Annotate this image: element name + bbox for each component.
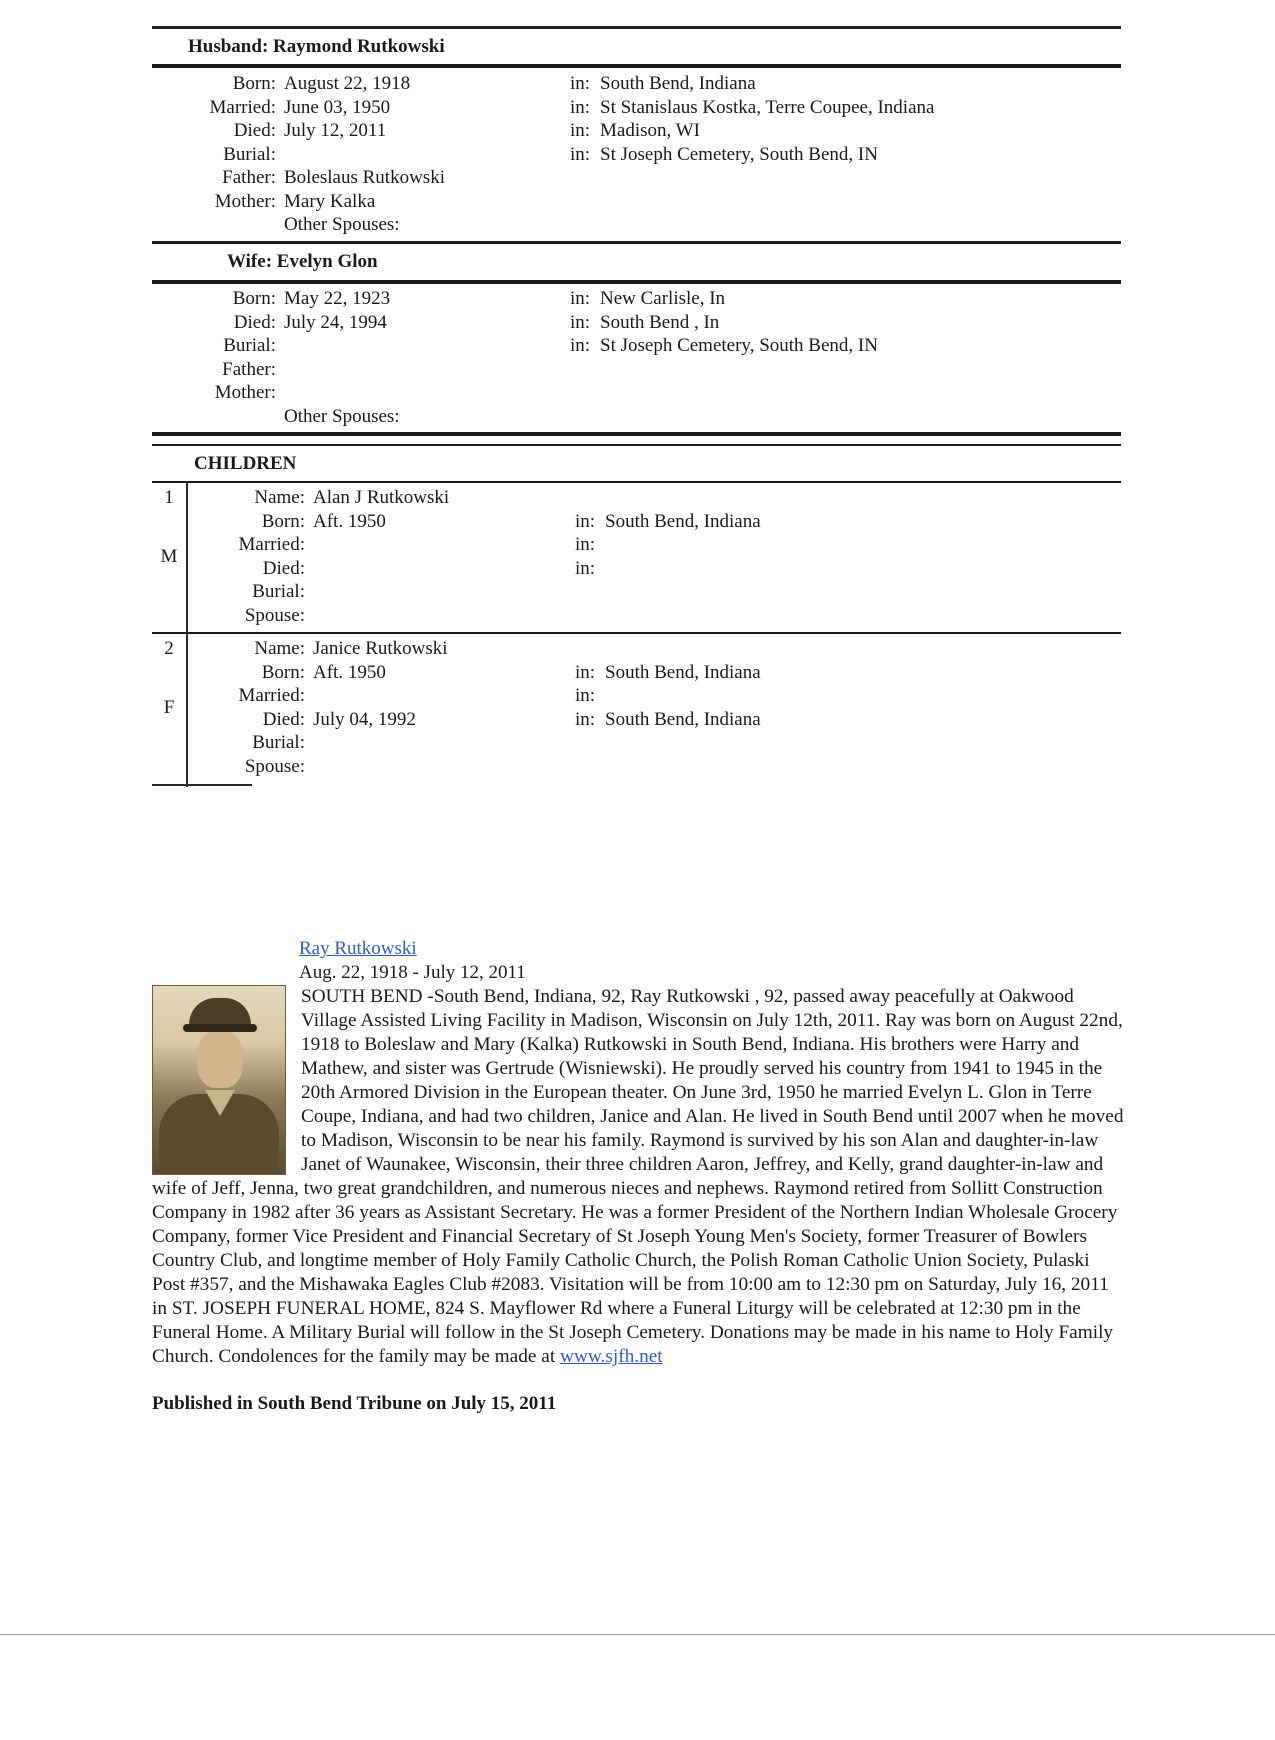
- husband-detail-place: St Stanislaus Kostka, Terre Coupee, Indiana: [600, 96, 935, 118]
- wife-detail-label: Burial:: [223, 335, 276, 356]
- husband-heading: [188, 35, 445, 59]
- child-detail-label: Died:: [262, 557, 305, 579]
- husband-detail-value: August 22, 1918: [284, 73, 411, 94]
- child-detail-place: South Bend, Indiana: [605, 510, 761, 532]
- husband-detail-in-label: in:: [570, 96, 591, 118]
- child-detail-label: Died:: [262, 708, 305, 730]
- wife-detail-place: New Carlisle, In: [600, 288, 726, 309]
- child-detail-in-label: in:: [575, 708, 596, 730]
- husband-detail-place: Madison, WI: [600, 120, 700, 141]
- child-detail-in-label: in:: [575, 510, 596, 532]
- wife-detail-in-label: in:: [570, 311, 591, 333]
- wife-detail-label: Father:: [222, 358, 276, 380]
- wife-name: Evelyn Glon: [276, 251, 378, 272]
- wife-heading: [227, 250, 378, 274]
- wife-detail-place: South Bend , In: [600, 311, 720, 333]
- husband-detail-value: June 03, 1950: [284, 96, 391, 118]
- child-detail-label: Name:: [254, 638, 305, 659]
- husband-detail-value: Mary Kalka: [284, 190, 376, 212]
- husband-detail-in-label: in:: [570, 73, 591, 94]
- husband-name: Raymond Rutkowski: [273, 36, 445, 57]
- child-detail-label: Married:: [238, 685, 305, 706]
- child-detail-value: Aft. 1950: [313, 510, 386, 532]
- husband-detail-label: Burial:: [223, 143, 276, 165]
- husband-detail-place: St Joseph Cemetery, South Bend, IN: [600, 143, 878, 165]
- child-detail-place: South Bend, Indiana: [605, 708, 761, 730]
- child-number: 1: [164, 487, 174, 508]
- published-note: Published in South Bend Tribune on July 15, 2011: [152, 1393, 557, 1414]
- child-detail-value: July 04, 1992: [313, 708, 416, 730]
- child-sex: F: [163, 697, 175, 718]
- child-detail-value: Aft. 1950: [313, 661, 386, 683]
- child-number: 2: [164, 638, 174, 659]
- husband-detail-label: Father:: [222, 167, 276, 188]
- children-heading: CHILDREN: [194, 453, 297, 474]
- children-bottom-rule: [152, 784, 252, 786]
- husband-detail-label: Married:: [209, 96, 276, 118]
- husband-other-spouses: Other Spouses:: [284, 214, 400, 235]
- husband-detail-value: July 12, 2011: [284, 120, 387, 141]
- husband-detail-in-label: in:: [570, 143, 591, 165]
- child-detail-label: Spouse:: [244, 604, 305, 626]
- child-detail-in-label: in:: [575, 534, 596, 555]
- obituary-text: SOUTH BEND -South Bend, Indiana, 92, Ray Rutkowski , 92, passed away peacefully at Oakwood Village Assisted Living Facility in Madison, Wisconsin on July 12th, 2011. Ray was born on August 22nd, 1918 to Boleslaw and Mary (Kalka) Rutkowski in South Bend, Indiana. His brothers were Harry and Mathew, and sister was Gertrude (Wisniewski). He proudly served his country from 1941 to 1945 in the 20th Armored Division in the European theater. On June 3rd, 1950 he married Evelyn L. Glon in Terre Coupe, Indiana, and had two children, Janice and Alan. He lived in South Bend until 2007 when he moved to Madison, Wisconsin to be near his family. Raymond is survived by his son Alan and daughter-in-law Janet of Waunakee, Wisconsin, their three children Aaron, Jeffrey, and Kelly, grand daughter-in-law and wife of Jeff, Jenna, two great grandchildren, and numerous nieces and nephews. Raymond retired from Sollitt Construction Company in 1982 after 36 years as Assistant Secretary. He was a former President of the Northern Indian Wholesale Grocery Company, former Vice President and Financial Secretary of St Joseph Young Men's Society, former Treasurer of Bowlers Country Club, and longtime member of Holy Family Catholic Church, the Polish Roman Catholic Union Society, Pulaski Post #357, and the Mishawaka Eagles Club #2083. Visitation will be from 10:00 am to 12:30 pm on Saturday, July 16, 2011 in ST. JOSEPH FUNERAL HOME, 824 S. Mayflower Rd where a Funeral Liturgy will be celebrated at 12:30 pm in the Funeral Home. A Military Burial will follow in the St Joseph Cemetery. Donations may be made in his name to Holy Family Church. Condolences for the family may be made at: [152, 986, 1124, 1367]
- wife-detail-label: Died:: [233, 311, 276, 333]
- wife-bottom-rule: [152, 432, 1121, 436]
- husband-bottom-rule: [152, 241, 1121, 244]
- child-detail-in-label: in:: [575, 661, 596, 683]
- child-detail-label: Married:: [238, 534, 305, 555]
- child-detail-in-label: in:: [575, 685, 596, 706]
- child-detail-value: Janice Rutkowski: [313, 638, 448, 659]
- wife-detail-label: Mother:: [214, 382, 276, 403]
- page-bottom-rule: [0, 1634, 1275, 1635]
- husband-detail-in-label: in:: [570, 120, 591, 141]
- child-detail-label: Name:: [254, 487, 305, 508]
- child-detail-place: South Bend, Indiana: [605, 661, 761, 683]
- soldier-portrait-photo: [152, 985, 286, 1175]
- child-detail-value: Alan J Rutkowski: [313, 487, 450, 508]
- wife-bottom-rule-2: [152, 444, 1121, 446]
- children-heading-rule: [152, 481, 1121, 483]
- obituary-name-link[interactable]: Ray Rutkowski: [299, 938, 417, 959]
- child-detail-label: Burial:: [252, 581, 305, 602]
- husband-heading-label: Husband:: [188, 36, 269, 57]
- child-detail-label: Burial:: [252, 732, 305, 753]
- wife-detail-label: Born:: [232, 288, 276, 309]
- husband-detail-place: South Bend, Indiana: [600, 73, 756, 94]
- wife-detail-in-label: in:: [570, 288, 591, 309]
- child-sex: M: [160, 546, 178, 567]
- wife-detail-value: July 24, 1994: [284, 311, 387, 333]
- wife-detail-in-label: in:: [570, 335, 591, 356]
- child-detail-label: Spouse:: [244, 755, 305, 777]
- child-detail-in-label: in:: [575, 557, 596, 579]
- child-detail-label: Born:: [261, 661, 305, 683]
- obituary-body: [152, 985, 1127, 1369]
- husband-detail-label: Mother:: [214, 190, 276, 212]
- obituary-dates: Aug. 22, 1918 - July 12, 2011: [299, 962, 526, 983]
- wife-detail-place: St Joseph Cemetery, South Bend, IN: [600, 335, 878, 356]
- wife-heading-rule: [152, 280, 1121, 284]
- wife-heading-label: Wife:: [227, 251, 273, 272]
- husband-detail-label: Died:: [233, 120, 276, 141]
- wife-detail-value: May 22, 1923: [284, 288, 391, 309]
- top-rule: [152, 26, 1121, 29]
- child-detail-label: Born:: [261, 510, 305, 532]
- husband-detail-label: Born:: [232, 73, 276, 94]
- child-separator-rule: [152, 632, 1121, 634]
- funeral-home-website-link[interactable]: www.sjfh.net: [560, 1346, 663, 1367]
- wife-other-spouses: Other Spouses:: [284, 406, 400, 427]
- husband-detail-value: Boleslaus Rutkowski: [284, 167, 445, 188]
- husband-heading-rule: [152, 64, 1121, 68]
